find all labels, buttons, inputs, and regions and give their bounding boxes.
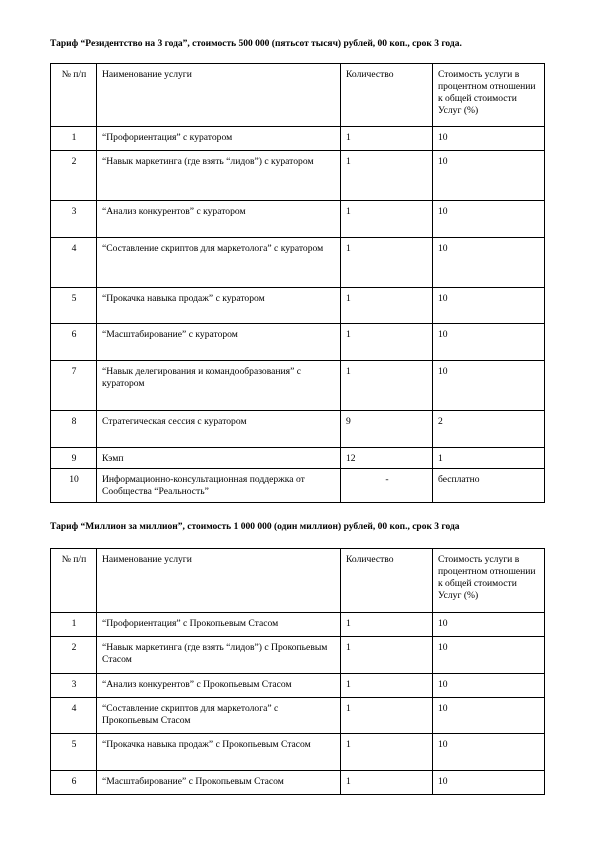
row-number: 1 bbox=[51, 613, 97, 637]
row-number: 6 bbox=[51, 324, 97, 361]
row-service-name: “Составление скриптов для маркетолога” с Прокопьевым Стасом bbox=[97, 698, 341, 734]
row-number: 9 bbox=[51, 448, 97, 469]
row-quantity: 1 bbox=[341, 127, 433, 151]
header-quantity: Количество bbox=[341, 64, 433, 127]
row-percent: 10 bbox=[433, 734, 545, 771]
row-percent: 10 bbox=[433, 238, 545, 288]
table-row bbox=[51, 734, 545, 771]
row-percent: 10 bbox=[433, 613, 545, 637]
row-quantity: 1 bbox=[341, 201, 433, 238]
row-percent: 10 bbox=[433, 127, 545, 151]
row-percent: 10 bbox=[433, 674, 545, 698]
row-number: 5 bbox=[51, 288, 97, 324]
header-service-name: Наименование услуги bbox=[97, 549, 341, 613]
row-service-name: “Составление скриптов для маркетолога” с куратором bbox=[97, 238, 341, 288]
row-service-name: Стратегическая сессия с куратором bbox=[97, 411, 341, 448]
row-service-name: “Масштабирование” с куратором bbox=[97, 324, 341, 361]
row-percent: 1 bbox=[433, 448, 545, 469]
row-service-name: “Профориентация” с Прокопьевым Стасом bbox=[97, 613, 341, 637]
row-number: 10 bbox=[51, 469, 97, 503]
table-row bbox=[51, 613, 545, 637]
row-service-name: Информационно-консультационная поддержка от Сообщества “Реальность” bbox=[97, 469, 341, 503]
row-quantity: 1 bbox=[341, 288, 433, 324]
row-number: 3 bbox=[51, 201, 97, 238]
table-header-row bbox=[51, 64, 545, 127]
row-quantity: 1 bbox=[341, 613, 433, 637]
table-row bbox=[51, 151, 545, 201]
row-number: 8 bbox=[51, 411, 97, 448]
row-number: 2 bbox=[51, 151, 97, 201]
row-percent: 10 bbox=[433, 637, 545, 674]
table-row bbox=[51, 201, 545, 238]
row-quantity: 1 bbox=[341, 238, 433, 288]
table-row bbox=[51, 771, 545, 795]
row-percent: 10 bbox=[433, 201, 545, 238]
row-percent: 10 bbox=[433, 771, 545, 795]
row-percent: 2 bbox=[433, 411, 545, 448]
tariff-2-title: Тариф “Миллион за миллион”, стоимость 1 000 000 (один миллион) рублей, 00 коп., срок 3 года bbox=[50, 522, 460, 532]
table-row bbox=[51, 324, 545, 361]
header-service-name: Наименование услуги bbox=[97, 64, 341, 127]
row-percent: 10 bbox=[433, 698, 545, 734]
row-percent: 10 bbox=[433, 324, 545, 361]
header-number: № п/п bbox=[51, 549, 97, 613]
row-number: 6 bbox=[51, 771, 97, 795]
row-service-name: “Анализ конкурентов” с куратором bbox=[97, 201, 341, 238]
row-quantity: 1 bbox=[341, 674, 433, 698]
row-quantity: 1 bbox=[341, 637, 433, 674]
header-quantity: Количество bbox=[341, 549, 433, 613]
table-row bbox=[51, 411, 545, 448]
row-percent: бесплатно bbox=[433, 469, 545, 503]
row-number: 2 bbox=[51, 637, 97, 674]
table-row bbox=[51, 469, 545, 503]
table-row bbox=[51, 698, 545, 734]
table-row bbox=[51, 448, 545, 469]
row-percent: 10 bbox=[433, 288, 545, 324]
row-service-name: “Профориентация” с куратором bbox=[97, 127, 341, 151]
row-service-name: “Прокачка навыка продаж” с Прокопьевым Стасом bbox=[97, 734, 341, 771]
tariff-1-title: Тариф “Резидентство на 3 года”, стоимость 500 000 (пятьсот тысяч) рублей, 00 коп., срок 3 года. bbox=[50, 39, 462, 49]
row-percent: 10 bbox=[433, 361, 545, 411]
row-quantity: 1 bbox=[341, 361, 433, 411]
tariff-1-table bbox=[50, 63, 545, 503]
tariff-2-table bbox=[50, 548, 545, 795]
table-row bbox=[51, 637, 545, 674]
row-quantity: 1 bbox=[341, 771, 433, 795]
table-row bbox=[51, 127, 545, 151]
row-number: 7 bbox=[51, 361, 97, 411]
row-quantity: 1 bbox=[341, 734, 433, 771]
row-service-name: “Анализ конкурентов” с Прокопьевым Стасом bbox=[97, 674, 341, 698]
row-service-name: Кэмп bbox=[97, 448, 341, 469]
table-row bbox=[51, 238, 545, 288]
row-percent: 10 bbox=[433, 151, 545, 201]
row-quantity: - bbox=[341, 469, 433, 503]
table-header-row bbox=[51, 549, 545, 613]
row-service-name: “Прокачка навыка продаж” с куратором bbox=[97, 288, 341, 324]
row-service-name: “Навык маркетинга (где взять “лидов”) с куратором bbox=[97, 151, 341, 201]
row-quantity: 9 bbox=[341, 411, 433, 448]
header-percent: Стоимость услуги в процентном отношении к общей стоимости Услуг (%) bbox=[433, 549, 545, 613]
table-row bbox=[51, 361, 545, 411]
row-number: 4 bbox=[51, 698, 97, 734]
row-number: 1 bbox=[51, 127, 97, 151]
row-service-name: “Масштабирование” с Прокопьевым Стасом bbox=[97, 771, 341, 795]
row-quantity: 12 bbox=[341, 448, 433, 469]
row-service-name: “Навык маркетинга (где взять “лидов”) с Прокопьевым Стасом bbox=[97, 637, 341, 674]
header-percent: Стоимость услуги в процентном отношении к общей стоимости Услуг (%) bbox=[433, 64, 545, 127]
row-quantity: 1 bbox=[341, 324, 433, 361]
row-number: 4 bbox=[51, 238, 97, 288]
table-row bbox=[51, 288, 545, 324]
table-row bbox=[51, 674, 545, 698]
row-number: 5 bbox=[51, 734, 97, 771]
row-service-name: “Навык делегирования и командообразования” с куратором bbox=[97, 361, 341, 411]
row-number: 3 bbox=[51, 674, 97, 698]
row-quantity: 1 bbox=[341, 151, 433, 201]
row-quantity: 1 bbox=[341, 698, 433, 734]
header-number: № п/п bbox=[51, 64, 97, 127]
